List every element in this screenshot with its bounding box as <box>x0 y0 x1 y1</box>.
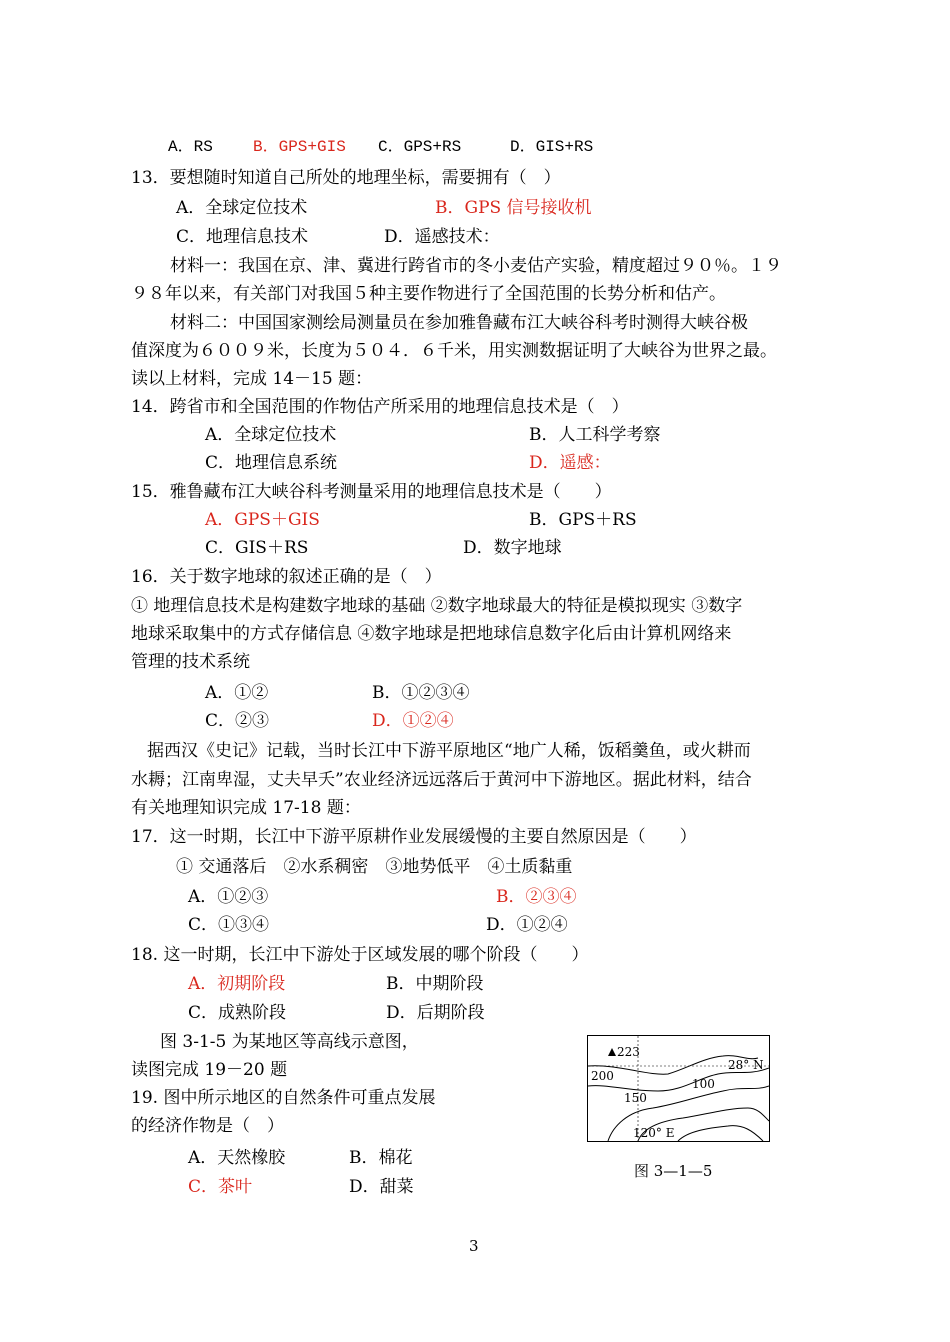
material-one-line1: 材料一：我国在京、津、冀进行跨省市的冬小麦估产实验，精度超过９０％。１９ <box>170 256 782 276</box>
material-instruction: 读以上材料，完成 14－15 题： <box>131 369 373 389</box>
q13-stem: 13．要想随时知道自己所处的地理坐标，需要拥有（ ） <box>131 168 561 188</box>
history-line3: 有关地理知识完成 17-18 题： <box>131 798 361 818</box>
q14-option-c: C．地理信息系统 <box>205 453 338 473</box>
q13-option-a: A．全球定位技术 <box>176 198 308 218</box>
page-number: 3 <box>469 1237 479 1255</box>
contour-label-200: 200 <box>591 1069 614 1083</box>
q15-option-c: C．GIS＋RS <box>205 538 309 558</box>
figure-caption: 图 3—1—5 <box>634 1162 713 1180</box>
q16-statements-line3: 管理的技术系统 <box>131 652 250 672</box>
q19-stem-line1: 19. 图中所示地区的自然条件可重点发展 <box>131 1088 436 1108</box>
figure-intro-line1: 图 3-1-5 为某地区等高线示意图， <box>160 1032 419 1052</box>
q16-option-a: A．①② <box>205 683 269 703</box>
q16-option-d: D．①②④ <box>372 711 454 731</box>
contour-label-100: 100 <box>692 1077 715 1091</box>
contour-map-figure <box>587 1035 770 1142</box>
q13-option-c: C．地理信息技术 <box>176 227 309 247</box>
q17-option-b: B．②③④ <box>496 887 577 907</box>
q12-option-c: C．GPS+RS <box>378 138 462 156</box>
q17-stem: 17．这一时期，长江中下游平原耕作业发展缓慢的主要自然原因是（ ） <box>131 827 697 847</box>
q14-option-b: B．人工科学考察 <box>529 425 661 445</box>
peak-label: 223 <box>617 1045 640 1059</box>
q17-option-d: D．①②④ <box>486 915 568 935</box>
q16-option-c: C．②③ <box>205 711 270 731</box>
figure-intro-line2: 读图完成 19－20 题 <box>131 1060 288 1080</box>
longitude-label: 120° E <box>633 1126 675 1140</box>
contour-map <box>588 1036 769 1141</box>
history-line1: 据西汉《史记》记载，当时长江中下游平原地区“地广人稀，饭稻羹鱼，或火耕而 <box>147 741 751 761</box>
q12-option-d: D．GIS+RS <box>510 138 594 156</box>
q19-option-c: C．茶叶 <box>188 1177 253 1197</box>
q19-option-b: B．棉花 <box>349 1148 413 1168</box>
q18-option-b: B．中期阶段 <box>386 974 484 994</box>
q14-stem: 14．跨省市和全国范围的作物估产所采用的地理信息技术是（ ） <box>131 397 629 417</box>
q16-statements-line2: 地球采取集中的方式存储信息 ④数字地球是把地球信息数字化后由计算机网络来 <box>131 624 732 644</box>
history-line2: 水耨；江南卑湿，丈夫早夭”农业经济远远落后于黄河中下游地区。据此材料，结合 <box>131 770 752 790</box>
q18-option-a: A．初期阶段 <box>188 974 286 994</box>
q16-option-b: B．①②③④ <box>372 683 470 703</box>
q16-stem: 16．关于数字地球的叙述正确的是（ ） <box>131 567 442 587</box>
q19-stem-line2: 的经济作物是（ ） <box>131 1116 284 1136</box>
q15-option-b: B．GPS＋RS <box>529 510 637 530</box>
q12-option-a: A．RS <box>168 138 213 156</box>
q19-option-a: A．天然橡胶 <box>188 1148 286 1168</box>
material-two-line2: 值深度为６００９米，长度为５０４．６千米，用实测数据证明了大峡谷为世界之最。 <box>131 341 777 361</box>
q17-items: ① 交通落后 ②水系稠密 ③地势低平 ④土质黏重 <box>176 857 573 877</box>
peak-marker-icon <box>608 1048 616 1056</box>
latitude-label: 28° N <box>728 1058 764 1072</box>
q17-option-a: A．①②③ <box>188 887 269 907</box>
q15-stem: 15．雅鲁藏布江大峡谷科考测量采用的地理信息技术是（ ） <box>131 482 612 502</box>
q12-option-b: B．GPS+GIS <box>253 138 346 156</box>
q18-option-c: C．成熟阶段 <box>188 1003 287 1023</box>
q17-option-c: C．①③④ <box>188 915 270 935</box>
material-one-line2: ９８年以来，有关部门对我国５种主要作物进行了全国范围的长势分析和估产。 <box>131 284 726 304</box>
q18-stem: 18. 这一时期，长江中下游处于区域发展的哪个阶段（ ） <box>131 945 589 965</box>
q15-option-d: D．数字地球 <box>463 538 562 558</box>
contour-label-150: 150 <box>624 1091 647 1105</box>
q16-statements-line1: ① 地理信息技术是构建数字地球的基础 ②数字地球最大的特征是模拟现实 ③数字 <box>131 596 743 616</box>
q13-option-d: D．遥感技术： <box>384 227 500 247</box>
q14-option-a: A．全球定位技术 <box>205 425 337 445</box>
q15-option-a: A．GPS＋GIS <box>205 510 320 530</box>
q13-option-b: B．GPS 信号接收机 <box>435 198 592 218</box>
q18-option-d: D．后期阶段 <box>386 1003 485 1023</box>
material-two-line1: 材料二：中国国家测绘局测量员在参加雅鲁藏布江大峡谷科考时测得大峡谷极 <box>170 313 748 333</box>
q19-option-d: D．甜菜 <box>349 1177 414 1197</box>
q14-option-d: D．遥感： <box>529 453 611 473</box>
